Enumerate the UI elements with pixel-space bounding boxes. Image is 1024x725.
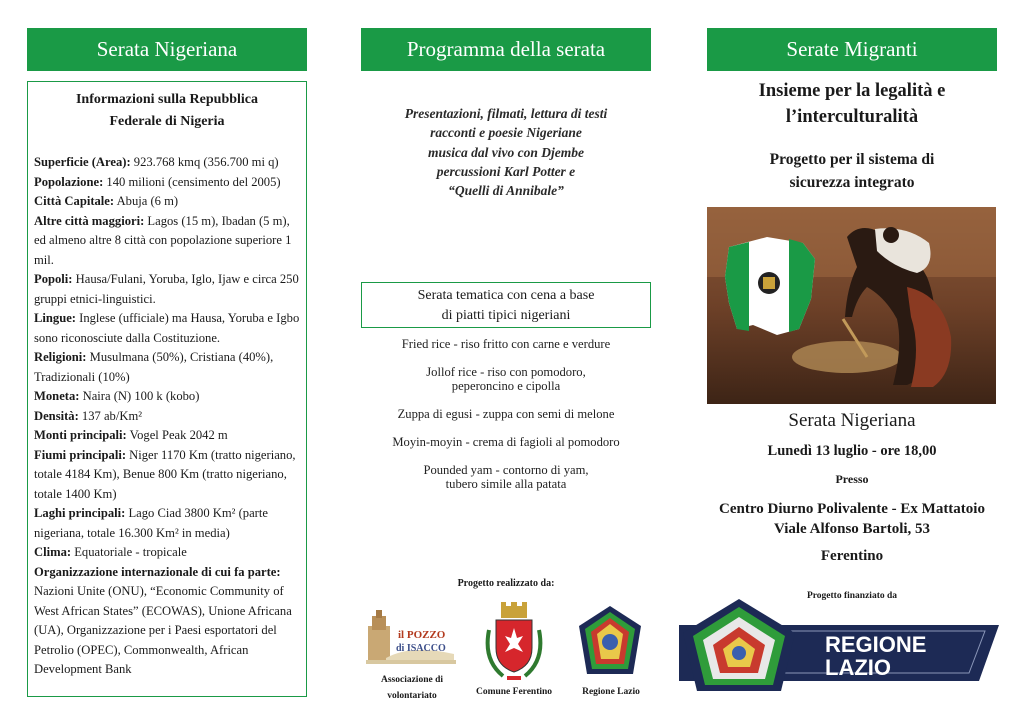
project-title-line2: l’interculturalità [785, 107, 919, 127]
project-subtitle-line2: sicurezza integrato [789, 174, 915, 191]
fact-text: Lago Ciad 3800 Km² (parte nigeriana, totale 16.300 Km² in media) [34, 506, 268, 540]
nigeria-info-box [27, 81, 307, 697]
partner1-label [366, 672, 458, 704]
menu-item-line1: Moyin-moyin - crema di fagioli al pomodoro [392, 435, 620, 449]
fact-text: Hausa/Fulani, Yoruba, Iglo, Ijaw e circa 250 gruppi etnici-linguistici. [34, 272, 299, 306]
funded-by-label: Progetto finanziato da [806, 591, 898, 601]
menu-item [361, 365, 651, 393]
program-line: racconti e poesie Nigeriane [430, 125, 582, 141]
program-description [361, 104, 651, 200]
fact-label: Moneta: [34, 389, 80, 403]
fact-label: Monti principali: [34, 428, 127, 442]
project-subtitle-line1: Progetto per il sistema di [769, 151, 935, 168]
fact-item [34, 212, 300, 271]
menu-item-line2: peperoncino e cipolla [451, 379, 561, 393]
fact-label: Densità: [34, 408, 79, 423]
fact-item [34, 153, 300, 173]
fact-item [34, 270, 300, 309]
program-line: percussioni Karl Potter e [436, 163, 576, 179]
menu-list [361, 337, 651, 505]
menu-item-line1: Fried rice - riso fritto con carne e verdure [401, 337, 611, 351]
facts-list [34, 153, 300, 680]
fact-text: Equatoriale - tropicale [71, 545, 187, 559]
fact-text: 923.768 kmq (356.700 mi q) [130, 155, 279, 169]
fact-item [34, 192, 300, 212]
fact-label: Fiumi principali: [34, 447, 127, 462]
menu-item [361, 463, 651, 491]
partners-title: Progetto realizzato da: [457, 578, 555, 589]
menu-item-line2: tubero simile alla patata [445, 477, 567, 491]
fact-item [34, 426, 300, 446]
info-title [34, 89, 300, 133]
dinner-line2: di piatti tipici nigeriani [441, 308, 571, 323]
venue-line2: Viale Alfonso Bartoli, 53 [773, 521, 931, 537]
info-title-line2: Federale di Nigeria [109, 114, 225, 129]
lazio-text: LAZIO [825, 655, 891, 680]
fact-label: Popoli: [34, 272, 73, 286]
fact-text: Inglese (ufficiale) ma Hausa, Yoruba e Igbo sono riconosciute dalla Costituzione. [34, 311, 300, 345]
partner3-label: Regione Lazio [582, 687, 640, 697]
fact-item [34, 387, 300, 407]
fact-text: Lagos (15 m), Ibadan (5 m), ed almeno altre 8 città con popolazione superiore 1 mil. [34, 213, 292, 267]
fact-item [34, 504, 300, 543]
header-serate-migranti: Serate Migranti [707, 28, 997, 71]
project-title-line1: Insieme per la legalità e [758, 81, 946, 101]
fact-text: Naira (N) 100 k (kobo) [79, 389, 200, 403]
program-line: “Quelli di Annibale” [448, 183, 564, 199]
menu-item-line1: Pounded yam - contorno di yam, [423, 463, 589, 477]
fact-item [34, 543, 300, 563]
fact-item [34, 563, 300, 680]
regione-text: REGIONE [825, 632, 927, 657]
nigeria-photo [707, 207, 996, 404]
menu-item-line1: Zuppa di egusi - zuppa con semi di melone [397, 407, 615, 421]
program-line: Presentazioni, filmati, lettura di testi [404, 106, 608, 121]
venue-line1: Centro Diurno Polivalente - Ex Mattatoio [719, 501, 985, 517]
pozzo-di-isacco-logo [366, 604, 456, 664]
regione-lazio-banner [679, 595, 1009, 693]
fact-text: Vogel Peak 2042 m [126, 428, 228, 442]
menu-item-line1: Jollof rice - riso con pomodoro, [426, 365, 586, 379]
event-date: Lunedì 13 luglio - ore 18,00 [767, 443, 937, 459]
fact-item [34, 446, 300, 505]
header-programma: Programma della serata [361, 28, 651, 71]
info-title-line1: Informazioni sulla Repubblica [75, 92, 259, 107]
menu-item [361, 337, 651, 351]
header-serata-nigeriana: Serata Nigeriana [27, 28, 307, 71]
partner2-label: Comune Ferentino [475, 687, 553, 697]
menu-item [361, 407, 651, 421]
event-title: Serata Nigeriana [788, 410, 916, 431]
fact-item [34, 348, 300, 387]
project-subtitle [707, 148, 997, 194]
program-line: musica dal vivo con Djembe [428, 144, 584, 160]
presso-label: Presso [835, 472, 869, 486]
pozzo-logo-text1: il POZZO [398, 629, 446, 641]
regione-lazio-emblem-icon [575, 604, 645, 678]
menu-item [361, 435, 651, 449]
fact-label: Popolazione: [34, 174, 104, 189]
project-title [707, 78, 997, 130]
partner1-line2: volontariato [387, 691, 437, 701]
fact-item [34, 407, 300, 427]
fact-text: 137 ab/Km² [78, 408, 143, 423]
fact-label: Superficie (Area): [34, 155, 131, 169]
fact-text: 140 milioni (censimento del 2005) [103, 174, 281, 189]
city: Ferentino [820, 548, 884, 564]
fact-text: Abuja (6 m) [114, 194, 179, 208]
fact-label: Città Capitale: [34, 194, 115, 208]
fact-item [34, 173, 300, 193]
fact-label: Lingue: [34, 311, 76, 325]
fact-label: Clima: [34, 545, 72, 559]
pozzo-logo-text2: di ISACCO [396, 643, 446, 654]
fact-text: Nazioni Unite (ONU), “Economic Community of West African States” (ECOWAS), Unione Africana (UA), Organizzazione per i Paesi esportatori del Petrolio (OPEC), Commonwealth, African Development Bank [34, 584, 292, 676]
fact-item [34, 309, 300, 348]
fact-text: Musulmana (50%), Cristiana (40%), Tradizionali (10%) [34, 350, 274, 384]
fact-label: Altre città maggiori: [34, 213, 145, 228]
comune-ferentino-crest-icon [483, 600, 545, 682]
fact-label: Organizzazione internazionale di cui fa parte: [34, 564, 281, 579]
fact-label: Religioni: [34, 350, 87, 364]
fact-text: Niger 1170 Km (tratto nigeriano, totale 4184 Km), Benue 800 Km (tratto nigeriano, totale 1400 Km) [34, 447, 296, 501]
dinner-box [361, 282, 651, 328]
dinner-line1: Serata tematica con cena a base [417, 288, 595, 303]
fact-label: Laghi principali: [34, 506, 126, 520]
venue [707, 499, 997, 539]
partner1-line1: Associazione di [380, 675, 443, 685]
